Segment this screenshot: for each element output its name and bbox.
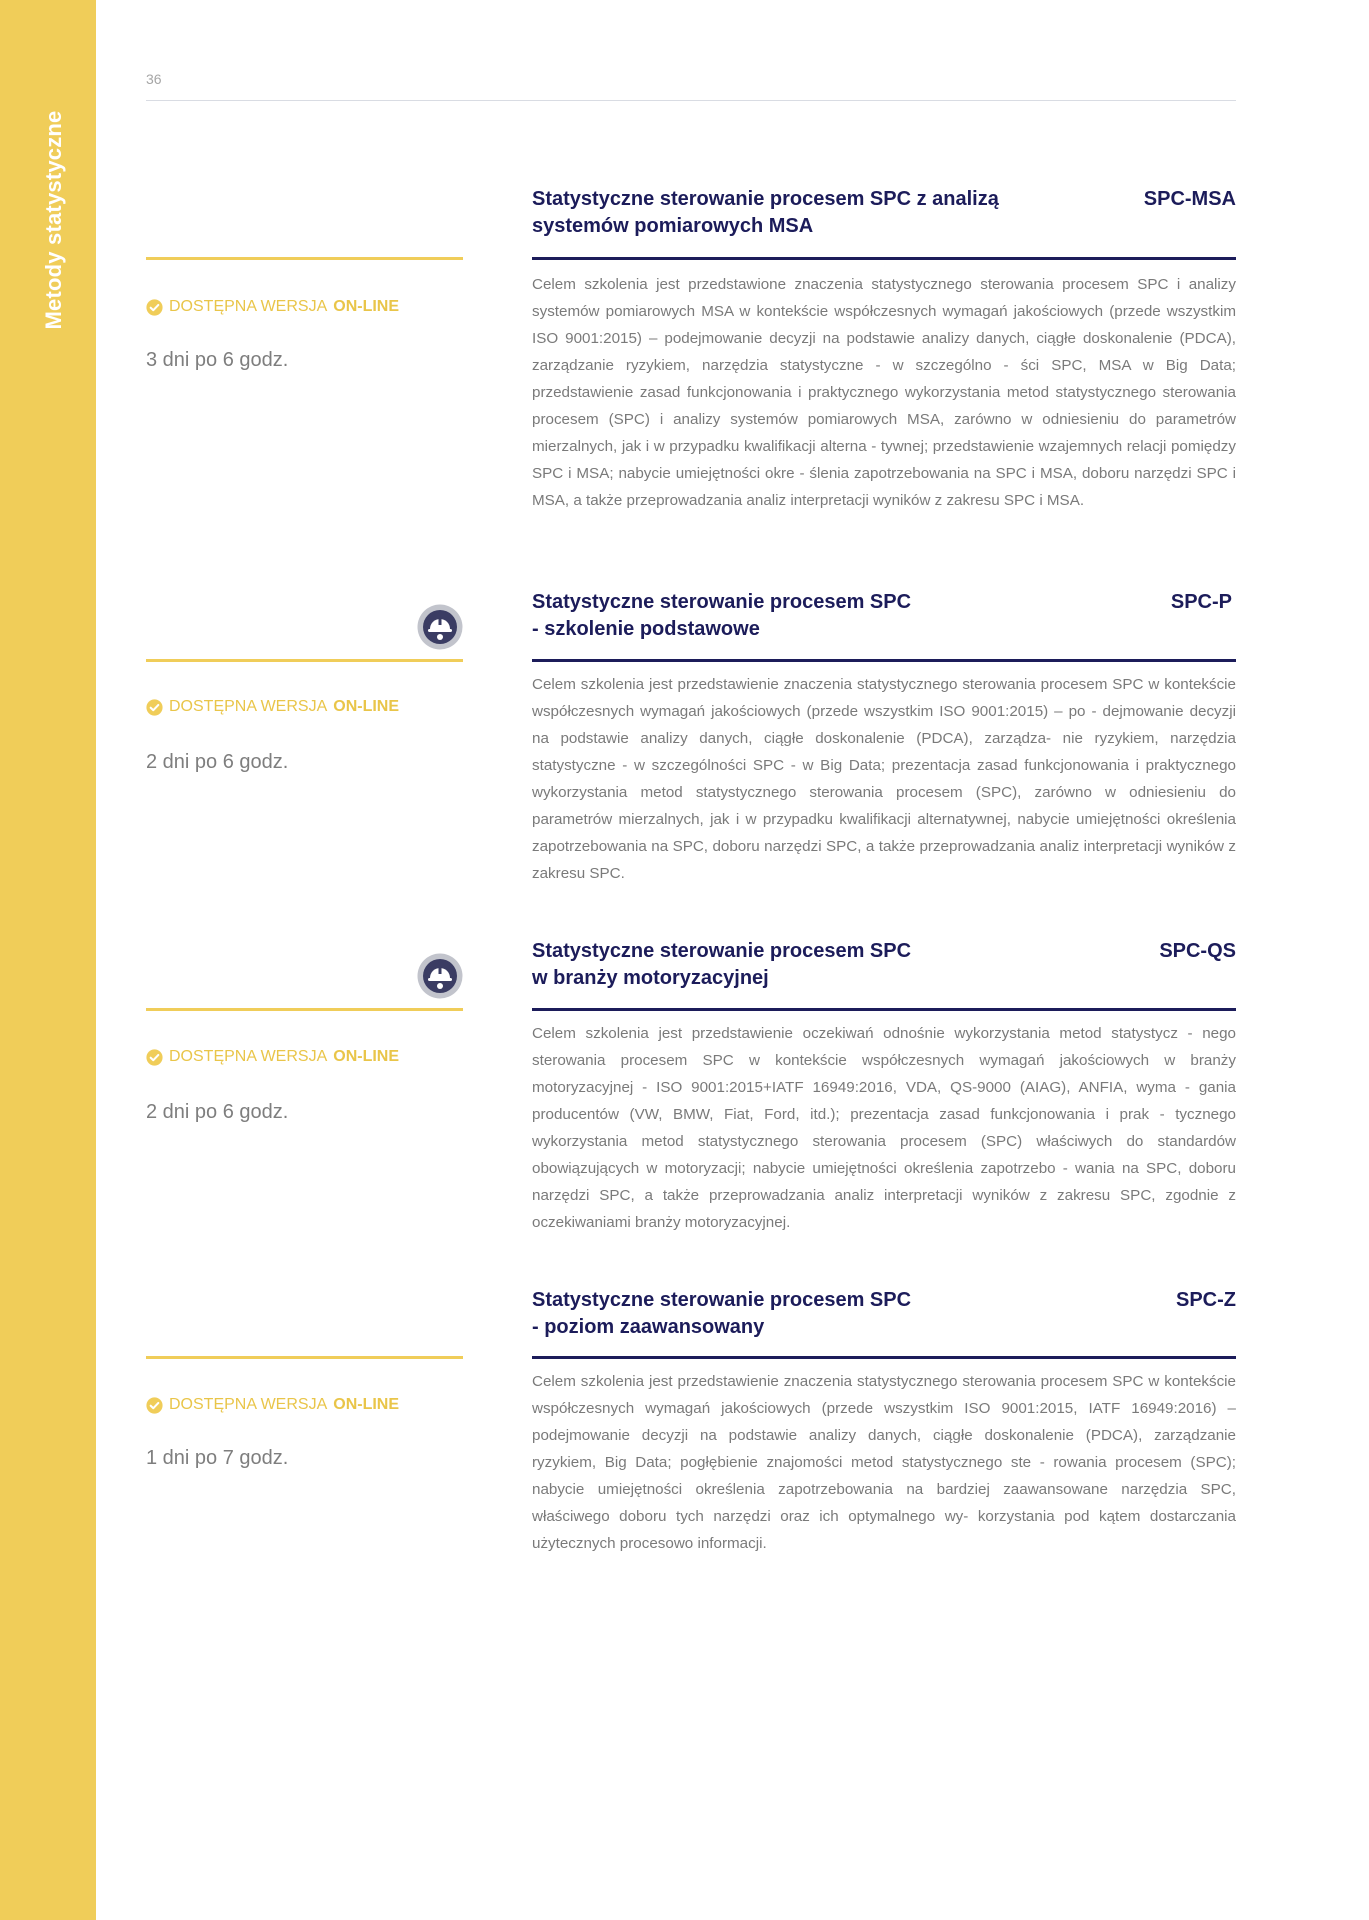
course-title xyxy=(532,1287,1012,1341)
check-circle-icon xyxy=(146,299,163,316)
course-title xyxy=(532,938,1012,992)
course-title-line2: w branży motoryzacyjnej xyxy=(532,967,769,989)
online-label-highlight: ON-LINE xyxy=(333,298,400,315)
course-title-line2: systemów pomiarowych MSA xyxy=(532,215,814,237)
online-badge xyxy=(146,1048,399,1066)
yellow-divider xyxy=(146,1356,463,1359)
online-label-highlight: ON-LINE xyxy=(333,698,400,715)
course-title-line1: Statystyczne sterowanie procesem SPC xyxy=(532,591,912,613)
check-circle-icon xyxy=(146,1049,163,1066)
duration: 2 dni po 6 godz. xyxy=(146,1101,289,1123)
course-title xyxy=(532,186,1012,240)
check-circle-icon xyxy=(146,1397,163,1414)
course-code: SPC-QS xyxy=(1159,940,1236,962)
page-number: 36 xyxy=(146,71,162,87)
course-description: Celem szkolenia jest przedstawione znaczenia statystycznego sterowania procesem SPC i analizy systemów pomiarowych MSA w kontekście współczesnych wymagań jakościowych (przede wszystkim ISO 9001:2015) – podejmowanie decyzji na podstawie analizy danych, ciągłe doskonalenie (PDCA), zarządzanie ryzykiem, narzędzia statystyczne - w szczególno - ści SPC, MSA w Big Data; przedstawienie zasad funkcjonowania i praktycznego wykorzystania metod statystycznego sterowania procesem (SPC) i analizy systemów pomiarowych MSA, zarówno w odniesieniu do parametrów mierzalnych, jak i w przypadku kwalifikacji alterna - tywnej; przedstawienie wzajemnych relacji pomiędzy SPC i MSA; nabycie umiejętności okre - ślenia zapotrzebowania na SPC i MSA, doboru narzędzi SPC i MSA, a także przeprowadzania analiz interpretacji wyników z zakresu SPC i MSA. xyxy=(532,276,1236,509)
title-divider xyxy=(532,659,1236,662)
title-divider xyxy=(532,1356,1236,1359)
check-circle-icon xyxy=(146,699,163,716)
course-title-line1: Statystyczne sterowanie procesem SPC xyxy=(532,1289,912,1311)
online-label-prefix: DOSTĘPNA WERSJA xyxy=(169,698,328,715)
online-badge xyxy=(146,1396,399,1414)
course-title-line2: - poziom zaawansowany xyxy=(532,1316,765,1338)
online-label-highlight: ON-LINE xyxy=(333,1048,400,1065)
duration: 2 dni po 6 godz. xyxy=(146,751,289,773)
title-divider xyxy=(532,257,1236,260)
course-code: SPC-P xyxy=(1170,591,1232,613)
duration: 1 dni po 7 godz. xyxy=(146,1447,289,1469)
duration: 3 dni po 6 godz. xyxy=(146,349,289,371)
course-description: Celem szkolenia jest przedstawienie oczekiwań odnośnie wykorzystania metod statystycz - nego sterowania procesem SPC w kontekście współczesnych wymagań jakościowych w branży motoryzacyjnej - ISO 9001:2015+IATF 16949:2016, VDA, QS-9000 (AIAG), ANFIA, wyma - gania producentów (VW, BMW, Fiat, Ford, itd.); prezentacja zasad funkcjonowania i prak - tycznego wykorzystania metod statystycznego sterowania procesem (SPC) właściwych do standardów obowiązujących w motoryzacji; nabycie umiejętności określenia zapotrzebo - wania na SPC, doboru narzędzi SPC, a także przeprowadzania analiz interpretacji wyników z zakresu SPC, zgodnie z oczekiwaniami branży motoryzacyjnej. xyxy=(532,1025,1236,1231)
gear-helmet-icon xyxy=(417,604,463,650)
course-code: SPC-MSA xyxy=(1143,188,1236,210)
yellow-divider xyxy=(146,659,463,662)
header-divider xyxy=(146,100,1236,101)
course-code: SPC-Z xyxy=(1176,1289,1236,1311)
online-label-highlight: ON-LINE xyxy=(333,1396,400,1413)
side-title: Metody statystyczne xyxy=(41,110,66,330)
online-badge xyxy=(146,698,399,716)
online-label-prefix: DOSTĘPNA WERSJA xyxy=(169,1396,328,1413)
course-title-line2: - szkolenie podstawowe xyxy=(532,618,760,640)
side-bar xyxy=(0,0,96,1920)
course-title xyxy=(532,589,1012,643)
yellow-divider xyxy=(146,1008,463,1011)
online-label-prefix: DOSTĘPNA WERSJA xyxy=(169,298,328,315)
gear-helmet-icon xyxy=(417,953,463,999)
online-label-prefix: DOSTĘPNA WERSJA xyxy=(169,1048,328,1065)
yellow-divider xyxy=(146,257,463,260)
course-description: Celem szkolenia jest przedstawienie znaczenia statystycznego sterowania procesem SPC w kontekście współczesnych wymagań jakościowych (przede wszystkim ISO 9001:2015) – po - dejmowanie decyzji na podstawie analizy danych, ciągłe doskonalenie (PDCA), zarządza- nie ryzykiem, narzędzia statystyczne - w szczególności SPC - w Big Data; prezentacja zasad funkcjonowania i praktycznego wykorzystania metod statystycznego sterowania procesem (SPC), zarówno w odniesieniu do parametrów mierzalnych, jak i w przypadku kwalifikacji alternatywnej, nabycie umiejętności określenia zapotrzebowania na SPC, doboru narzędzi SPC, a także przeprowadzania analiz interpretacji wyników z zakresu SPC. xyxy=(532,676,1236,882)
course-title-line1: Statystyczne sterowanie procesem SPC z analizą xyxy=(532,188,999,210)
online-badge xyxy=(146,298,399,316)
course-title-line1: Statystyczne sterowanie procesem SPC xyxy=(532,940,912,962)
course-description: Celem szkolenia jest przedstawienie znaczenia statystycznego sterowania procesem SPC w kontekście współczesnych wymagań jakościowych (przede wszystkim ISO 9001:2015, IATF 16949:2016) – podejmowanie decyzji na podstawie analizy danych, ciągłe doskonalenie (PDCA), zarządzanie ryzykiem, Big Data; pogłębienie znajomości metod statystycznego ste - rowania procesem (SPC); nabycie umiejętności określenia zapotrzebowania na bardziej zaawansowane narzędzia SPC, właściwego doboru tych narzędzi oraz ich optymalnego wy- korzystania pod kątem dostarczania użytecznych procesowo informacji. xyxy=(532,1373,1236,1552)
title-divider xyxy=(532,1008,1236,1011)
